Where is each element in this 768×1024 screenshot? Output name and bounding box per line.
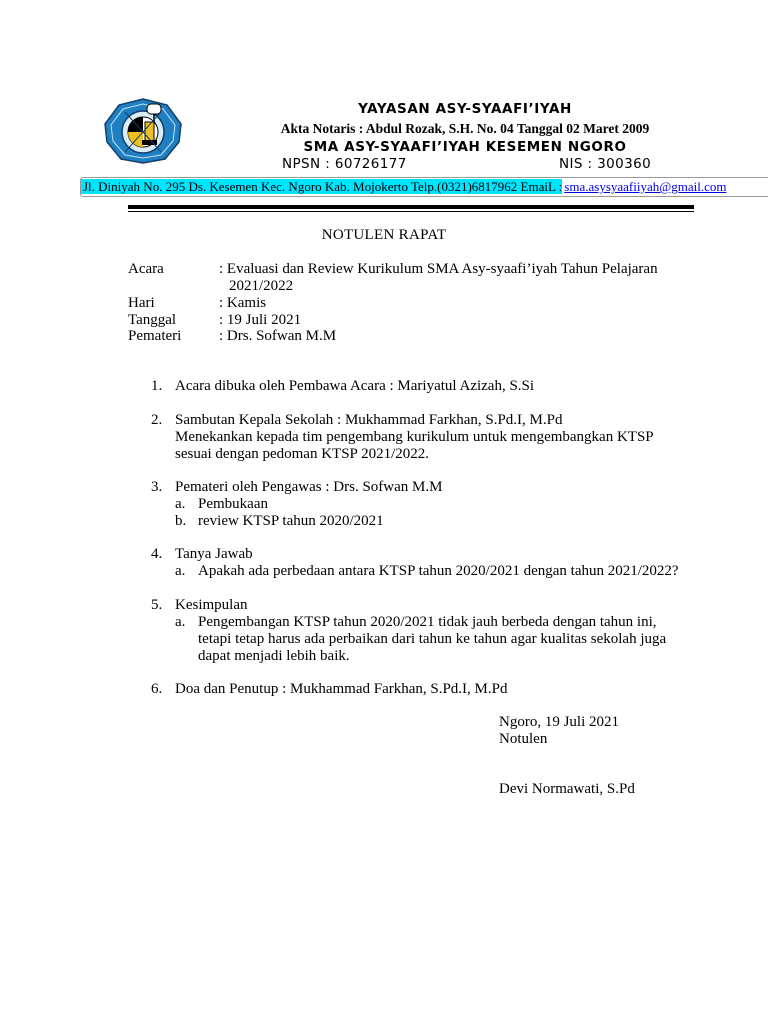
header-divider-thick: [128, 205, 694, 209]
subitem-label: a.: [175, 563, 186, 579]
notary-deed: Akta Notaris : Abdul Rozak, S.H. No. 04 Tanggal 02 Maret 2009: [280, 121, 650, 136]
email-link[interactable]: sma.asysyaafiiyah@gmail.com: [564, 179, 727, 194]
subitem-text: Apakah ada perbedaan antara KTSP tahun 2020/2021 dengan tahun 2021/2022?: [198, 563, 679, 579]
subitem-text: Pembukaan: [198, 496, 268, 512]
subitem-line: tetapi tetap harus ada perbaikan dari tahun ke tahun agar kualitas sekolah juga: [198, 631, 667, 647]
subitem-line: Pengembangan KTSP tahun 2020/2021 tidak jauh berbeda dengan tahun ini,: [198, 614, 657, 630]
item-text: Doa dan Penutup : Mukhammad Farkhan, S.Pd.I, M.Pd: [175, 681, 508, 697]
school-name: SMA ASY-SYAAFI’IYAH KESEMEN NGORO: [303, 139, 627, 155]
meta-value-tanggal: : 19 Juli 2021: [219, 312, 302, 328]
item-number: 1.: [151, 378, 163, 394]
address-text: Jl. Diniyah No. 295 Ds. Kesemen Kec. Ngoro Kab. Mojokerto Telp.(0321)6817962 EmaiL :: [83, 179, 563, 194]
subitem-line: dapat menjadi lebih baik.: [198, 648, 350, 664]
signature-place-date: Ngoro, 19 Juli 2021: [499, 714, 619, 730]
npsn-number: NPSN : 60726177: [282, 156, 407, 172]
address-bar: [80, 177, 768, 197]
subitem-text: review KTSP tahun 2020/2021: [198, 513, 384, 529]
meta-label-pemateri: Pemateri: [128, 328, 182, 344]
item-text: Acara dibuka oleh Pembawa Acara : Mariyatul Azizah, S.Si: [175, 378, 535, 394]
item-number: 2.: [151, 412, 163, 428]
meta-label-acara: Acara: [128, 261, 164, 277]
signature-name: Devi Normawati, S.Pd: [499, 781, 635, 797]
item-number: 5.: [151, 597, 163, 613]
nis-number: NIS : 300360: [559, 156, 652, 172]
item-text: Kesimpulan: [175, 597, 248, 613]
meta-value-pemateri: : Drs. Sofwan M.M: [219, 328, 337, 344]
item-text: Sambutan Kepala Sekolah : Mukhammad Farkhan, S.Pd.I, M.Pd: [175, 412, 563, 428]
subitem-label: a.: [175, 496, 186, 512]
item-text: Tanya Jawab: [175, 546, 253, 562]
meta-value-acara: : Evaluasi dan Review Kurikulum SMA Asy-syaafi’iyah Tahun Pelajaran: [219, 261, 658, 277]
item-number: 4.: [151, 546, 163, 562]
document-title: NOTULEN RAPAT: [321, 227, 447, 243]
item-text: Pemateri oleh Pengawas : Drs. Sofwan M.M: [175, 479, 443, 495]
meta-label-tanggal: Tanggal: [128, 312, 177, 328]
item-number: 3.: [151, 479, 163, 495]
subitem-label: b.: [175, 513, 187, 529]
foundation-name: YAYASAN ASY-SYAAFI’IYAH: [358, 101, 572, 117]
item-detail-line: sesuai dengan pedoman KTSP 2021/2022.: [175, 446, 429, 462]
subitem-label: a.: [175, 614, 186, 630]
meta-value-hari: : Kamis: [219, 295, 267, 311]
school-logo-icon: [103, 98, 183, 164]
meta-label-hari: Hari: [128, 295, 155, 311]
meta-value-acara-cont: 2021/2022: [229, 278, 294, 294]
item-detail-line: Menekankan kepada tim pengembang kurikulum untuk mengembangkan KTSP: [175, 429, 654, 445]
header-divider-thin: [128, 211, 694, 212]
item-number: 6.: [151, 681, 163, 697]
signature-role: Notulen: [499, 731, 548, 747]
